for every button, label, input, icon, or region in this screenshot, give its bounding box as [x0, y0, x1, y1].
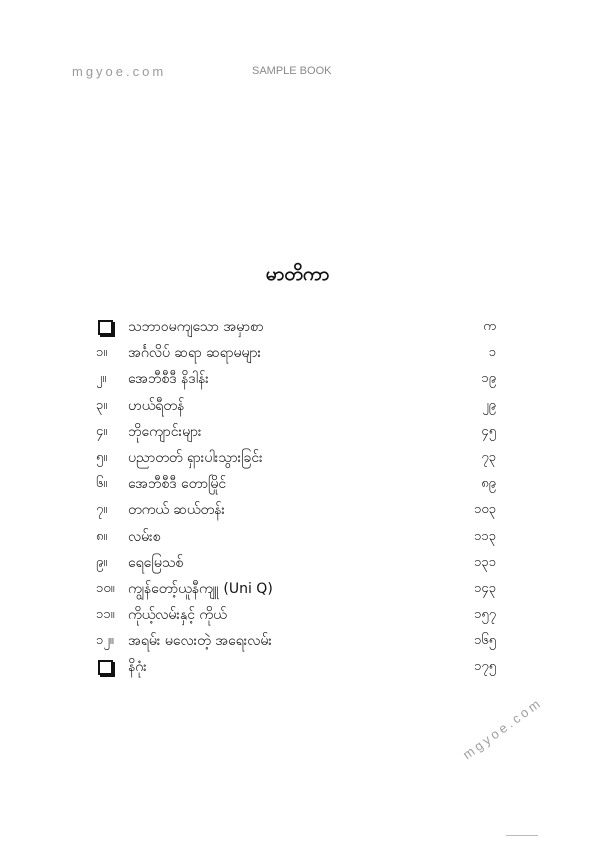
toc-entry-page: ၁၀၃: [474, 502, 496, 518]
toc-entry[interactable]: [96, 499, 496, 525]
toc-entry-page: ၁၆၅: [474, 633, 496, 649]
toc-entry-title: အရမ်း မလေးတဲ့ အရေးလမ်း: [128, 633, 272, 650]
toc-entry[interactable]: [96, 473, 496, 499]
toc-entry-page: ၇၃: [481, 449, 496, 465]
toc-entry-title: အေဘီစီဒီ နိဒါန်း: [128, 371, 209, 388]
toc-entry-page: ၁၃၁: [474, 554, 496, 570]
toc-entry[interactable]: [96, 395, 496, 421]
toc-entry[interactable]: [96, 604, 496, 630]
toc-entry-page: ၁: [488, 345, 496, 361]
toc-entry-title: ကိုယ့်လမ်းနှင့် ကိုယ်: [128, 607, 227, 624]
toc-entry-page: ၁၄၃: [474, 580, 496, 596]
toc-entry-number: ၉။: [96, 554, 108, 570]
toc-entry-number: ၃။: [96, 397, 108, 413]
toc-entry-title: တကယ် ဆယ်တန်း: [128, 502, 225, 519]
toc-entry[interactable]: [96, 656, 496, 682]
toc-entry-title: သဘာဝမကျသော အမှာစာ: [128, 319, 264, 335]
toc-entry-number: ၅။: [96, 449, 108, 465]
toc-entry[interactable]: [96, 342, 496, 368]
toc-entry[interactable]: [96, 578, 496, 604]
toc-entry-title: ပညာတတ် ရှားပါးသွားခြင်း: [128, 449, 263, 466]
toc-entry-title: အေဘီစီဒီ တောမြိုင်: [128, 476, 227, 493]
toc-entry-number: ၆။: [96, 476, 108, 492]
toc-entry-title: ရေမြေသစ်: [128, 554, 184, 571]
toc-entry-page: က: [483, 319, 496, 334]
toc-entry-number: ၈။: [96, 528, 108, 544]
toc-entry-page: ၂၉: [482, 397, 496, 413]
toc-entry-page: ၄၅: [481, 423, 496, 439]
toc-entry-number: ၁၁။: [96, 607, 115, 623]
toc-entry-title: လမ်းစ: [128, 528, 161, 545]
toc-entry[interactable]: [96, 447, 496, 473]
toc-entry-title: ဟယ်ရီတန်: [128, 397, 185, 414]
toc-entry[interactable]: [96, 552, 496, 578]
toc-entry[interactable]: [96, 630, 496, 656]
toc-entry[interactable]: [96, 421, 496, 447]
watermark-diagonal: mgyoe.com: [460, 694, 546, 763]
checkbox-bullet-icon: [98, 320, 113, 335]
toc-entry-title: ကျွန်တော့်ယူနီကျူ (Uni Q): [128, 580, 273, 597]
toc-entry-page: ၁၇၅: [474, 659, 496, 675]
toc-entry[interactable]: [96, 368, 496, 394]
toc-entry-number: ၁၂။: [96, 633, 114, 649]
toc-entry-title: နိဂုံး: [128, 659, 147, 676]
toc-entry-title: အင်္ဂလိပ် ဆရာ ဆရာမများ: [128, 345, 262, 362]
toc-entry-title: ဘိုကျောင်းများ: [128, 423, 202, 440]
checkbox-bullet-icon: [98, 660, 113, 675]
bottom-rule: [506, 835, 538, 836]
toc-entry[interactable]: [96, 316, 496, 342]
toc-entry-page: ၁၉: [481, 371, 496, 387]
toc-entry-page: ၈၉: [481, 476, 496, 492]
toc-entry-page: ၁၅၇: [474, 607, 496, 623]
sample-book-label: SAMPLE BOOK: [252, 65, 332, 77]
toc-entry[interactable]: [96, 526, 496, 552]
table-of-contents: [96, 316, 496, 683]
toc-entry-number: ၇။: [96, 502, 108, 518]
watermark-top: mgyoe.com: [72, 64, 167, 79]
toc-entry-page: ၁၁၃: [474, 528, 496, 544]
toc-entry-number: ၂။: [96, 371, 107, 387]
toc-entry-number: ၁၀။: [96, 580, 115, 596]
toc-entry-number: ၄။: [96, 423, 108, 439]
page-title: မာတိကာ: [265, 263, 330, 285]
toc-entry-number: ၁။: [96, 345, 108, 361]
